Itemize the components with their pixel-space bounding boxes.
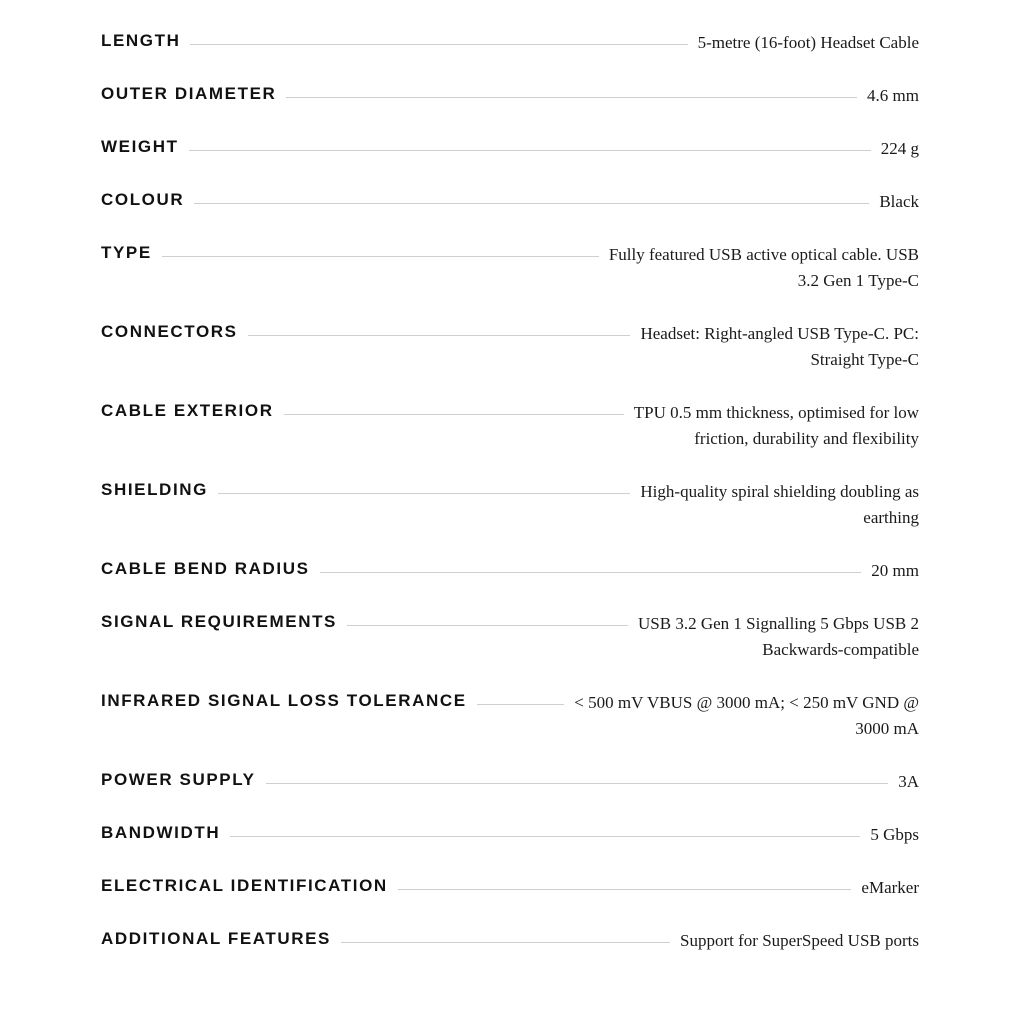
spec-value [574, 690, 919, 742]
spec-label: INFRARED SIGNAL LOSS TOLERANCE [101, 691, 467, 710]
leader-line [341, 928, 670, 943]
spec-value: Support for SuperSpeed USB ports [680, 931, 919, 950]
spec-label: SHIELDING [101, 480, 208, 499]
spec-row-cable-exterior [101, 400, 919, 452]
spec-row-type [101, 242, 919, 294]
spec-label: OUTER DIAMETER [101, 84, 277, 103]
spec-label: TYPE [101, 243, 152, 262]
spec-value: eMarker [861, 878, 919, 897]
spec-label: SIGNAL REQUIREMENTS [101, 612, 337, 631]
spec-value-line: 3000 mA [855, 719, 919, 738]
spec-value-line: Fully featured USB active optical cable. USB [608, 245, 919, 264]
spec-value-line: Straight Type-C [810, 350, 919, 369]
spec-value [638, 611, 919, 663]
leader-line [248, 321, 631, 336]
leader-line [284, 400, 624, 415]
leader-line [320, 558, 862, 573]
spec-value-line: 3.2 Gen 1 Type-C [797, 271, 919, 290]
spec-value-line: USB 3.2 Gen 1 Signalling 5 Gbps USB 2 [638, 614, 919, 633]
spec-value: Black [879, 192, 919, 211]
spec-row-electrical-identification [101, 875, 919, 901]
spec-value [609, 242, 919, 294]
spec-value: 5 Gbps [870, 825, 919, 844]
spec-row-outer-diameter [101, 83, 919, 109]
spec-row-weight [101, 136, 919, 162]
spec-value-line: TPU 0.5 mm thickness, optimised for low [633, 403, 919, 422]
spec-value-line: earthing [863, 508, 919, 527]
spec-value: 3A [898, 772, 919, 791]
leader-line [286, 83, 857, 98]
spec-row-bandwidth [101, 822, 919, 848]
spec-value-line: < 500 mV VBUS @ 3000 mA; < 250 mV GND @ [574, 693, 919, 712]
spec-label: LENGTH [101, 31, 181, 50]
spec-label: ELECTRICAL IDENTIFICATION [101, 876, 388, 895]
leader-line [162, 242, 599, 257]
spec-value [640, 479, 919, 531]
spec-label: WEIGHT [101, 137, 179, 156]
spec-value-line: Backwards-compatible [762, 640, 919, 659]
spec-row-length [101, 30, 919, 56]
spec-row-signal-requirements [101, 611, 919, 663]
spec-row-colour [101, 189, 919, 215]
leader-line [230, 822, 860, 837]
leader-line [189, 136, 871, 151]
spec-label: COLOUR [101, 190, 185, 209]
leader-line [218, 479, 630, 494]
spec-label: CONNECTORS [101, 322, 238, 341]
spec-value: 224 g [880, 139, 919, 158]
spec-row-shielding [101, 479, 919, 531]
spec-value-line: friction, durability and flexibility [694, 429, 919, 448]
spec-label: ADDITIONAL FEATURES [101, 929, 331, 948]
spec-value: 4.6 mm [867, 86, 919, 105]
spec-row-cable-bend-radius [101, 558, 919, 584]
spec-row-additional-features [101, 928, 919, 954]
leader-line [266, 769, 889, 784]
leader-line [347, 611, 628, 626]
leader-line [194, 189, 869, 204]
leader-line [190, 30, 687, 45]
spec-value-line: High-quality spiral shielding doubling as [640, 482, 919, 501]
spec-label: CABLE BEND RADIUS [101, 559, 310, 578]
spec-row-infrared-signal-loss-tolerance [101, 690, 919, 742]
spec-row-power-supply [101, 769, 919, 795]
spec-value [634, 400, 919, 452]
leader-line [398, 875, 852, 890]
spec-label: CABLE EXTERIOR [101, 401, 274, 420]
spec-label: POWER SUPPLY [101, 770, 256, 789]
leader-line [477, 690, 565, 705]
spec-value: 5-metre (16-foot) Headset Cable [697, 33, 919, 52]
spec-value [640, 321, 919, 373]
spec-value-line: Headset: Right-angled USB Type-C. PC: [640, 324, 919, 343]
spec-row-connectors [101, 321, 919, 373]
spec-label: BANDWIDTH [101, 823, 221, 842]
spec-value: 20 mm [871, 561, 919, 580]
